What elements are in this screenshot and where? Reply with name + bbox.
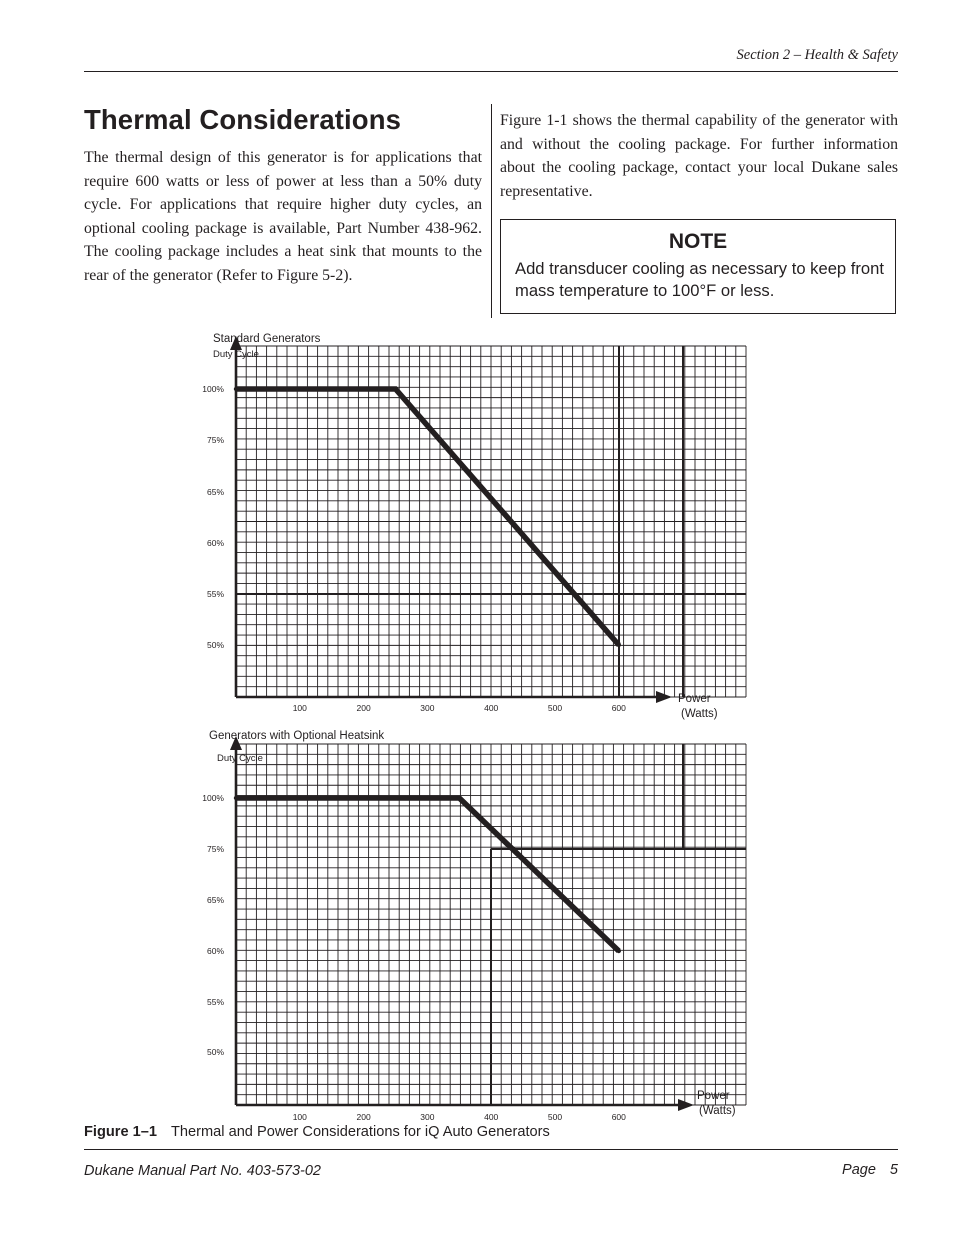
note-text: Add transducer cooling as necessary to keep front mass temperature to 100°F or less. bbox=[515, 259, 884, 300]
figure-caption-text: Thermal and Power Considerations for iQ Auto Generators bbox=[171, 1124, 550, 1140]
duty-cycle-series-line bbox=[236, 389, 619, 645]
x-axis-label-line1: Power bbox=[697, 1090, 730, 1102]
footer-manual-number: Dukane Manual Part No. 403-573-02 bbox=[84, 1163, 321, 1179]
series-point bbox=[393, 387, 397, 391]
note-title: NOTE bbox=[668, 230, 728, 253]
y-tick-label: 100% bbox=[202, 384, 224, 394]
x-tick-label: 100 bbox=[292, 1112, 307, 1122]
chart-2 bbox=[202, 730, 746, 1122]
x-tick-label: 200 bbox=[356, 1112, 371, 1122]
y-tick-label: 100% bbox=[202, 793, 224, 803]
x-tick-label: 500 bbox=[547, 703, 563, 713]
x-tick-label: 500 bbox=[547, 1112, 563, 1122]
y-tick-label: 75% bbox=[206, 435, 224, 445]
y-tick-label: 55% bbox=[206, 589, 224, 599]
x-axis-arrow bbox=[678, 1099, 694, 1111]
footer-page-label: Page bbox=[842, 1162, 876, 1178]
figure-reference-paragraph: Figure 1-1 shows the thermal capability of the generator with and without the cooling package. For further information about the cooling package, contact your local Dukane sales representative. bbox=[500, 112, 898, 200]
footer-rule bbox=[84, 1149, 898, 1150]
y-axis-label: Duty Cycle bbox=[217, 753, 263, 764]
x-tick-label: 400 bbox=[484, 1112, 499, 1122]
x-tick-label: 100 bbox=[292, 703, 307, 713]
y-tick-label: 55% bbox=[206, 997, 224, 1007]
y-tick-label: 75% bbox=[206, 844, 224, 854]
chart-title: Generators with Optional Heatsink bbox=[209, 730, 385, 742]
x-tick-label: 400 bbox=[484, 703, 499, 713]
series-point bbox=[617, 643, 621, 647]
x-tick-label: 200 bbox=[356, 703, 371, 713]
y-tick-label: 50% bbox=[206, 640, 224, 650]
x-axis-label-line1: Power bbox=[678, 693, 711, 705]
duty-cycle-series-line bbox=[236, 798, 619, 951]
intro-paragraph: The thermal design of this generator is for applications that require 600 watts or less of power at less than a 50% duty cycle. For applications that require higher duty cycles, an optional cooling package is available, Part Number 438-962. The cooling package includes a heat sink that mounts to the rear of the generator (Refer to Figure 5-2). bbox=[84, 149, 482, 284]
y-tick-label: 65% bbox=[206, 487, 224, 497]
series-point bbox=[234, 796, 238, 800]
x-tick-label: 600 bbox=[611, 703, 626, 713]
x-axis-label-line2: (Watts) bbox=[681, 708, 718, 720]
figure-caption-label: Figure 1–1 bbox=[84, 1124, 157, 1140]
y-axis-label: Duty Cycle bbox=[213, 349, 259, 360]
footer-page bbox=[842, 1162, 898, 1178]
x-tick-label: 600 bbox=[611, 1112, 626, 1122]
page-title: Thermal Considerations bbox=[84, 104, 401, 135]
footer-page-number: 5 bbox=[889, 1162, 898, 1178]
x-axis-label-line2: (Watts) bbox=[699, 1105, 736, 1117]
series-point bbox=[234, 387, 238, 391]
figure-caption bbox=[84, 1124, 550, 1140]
x-tick-label: 300 bbox=[420, 1112, 435, 1122]
y-tick-label: 60% bbox=[206, 538, 224, 548]
section-header: Section 2 – Health & Safety bbox=[736, 47, 898, 63]
y-tick-label: 60% bbox=[206, 946, 224, 956]
y-tick-label: 65% bbox=[206, 895, 224, 905]
x-tick-label: 300 bbox=[420, 703, 435, 713]
chart-title: Standard Generators bbox=[213, 333, 321, 345]
chart-1 bbox=[202, 333, 746, 720]
series-point bbox=[457, 796, 461, 800]
chart-grid bbox=[236, 346, 746, 697]
series-point bbox=[617, 949, 621, 953]
y-tick-label: 50% bbox=[206, 1047, 224, 1057]
